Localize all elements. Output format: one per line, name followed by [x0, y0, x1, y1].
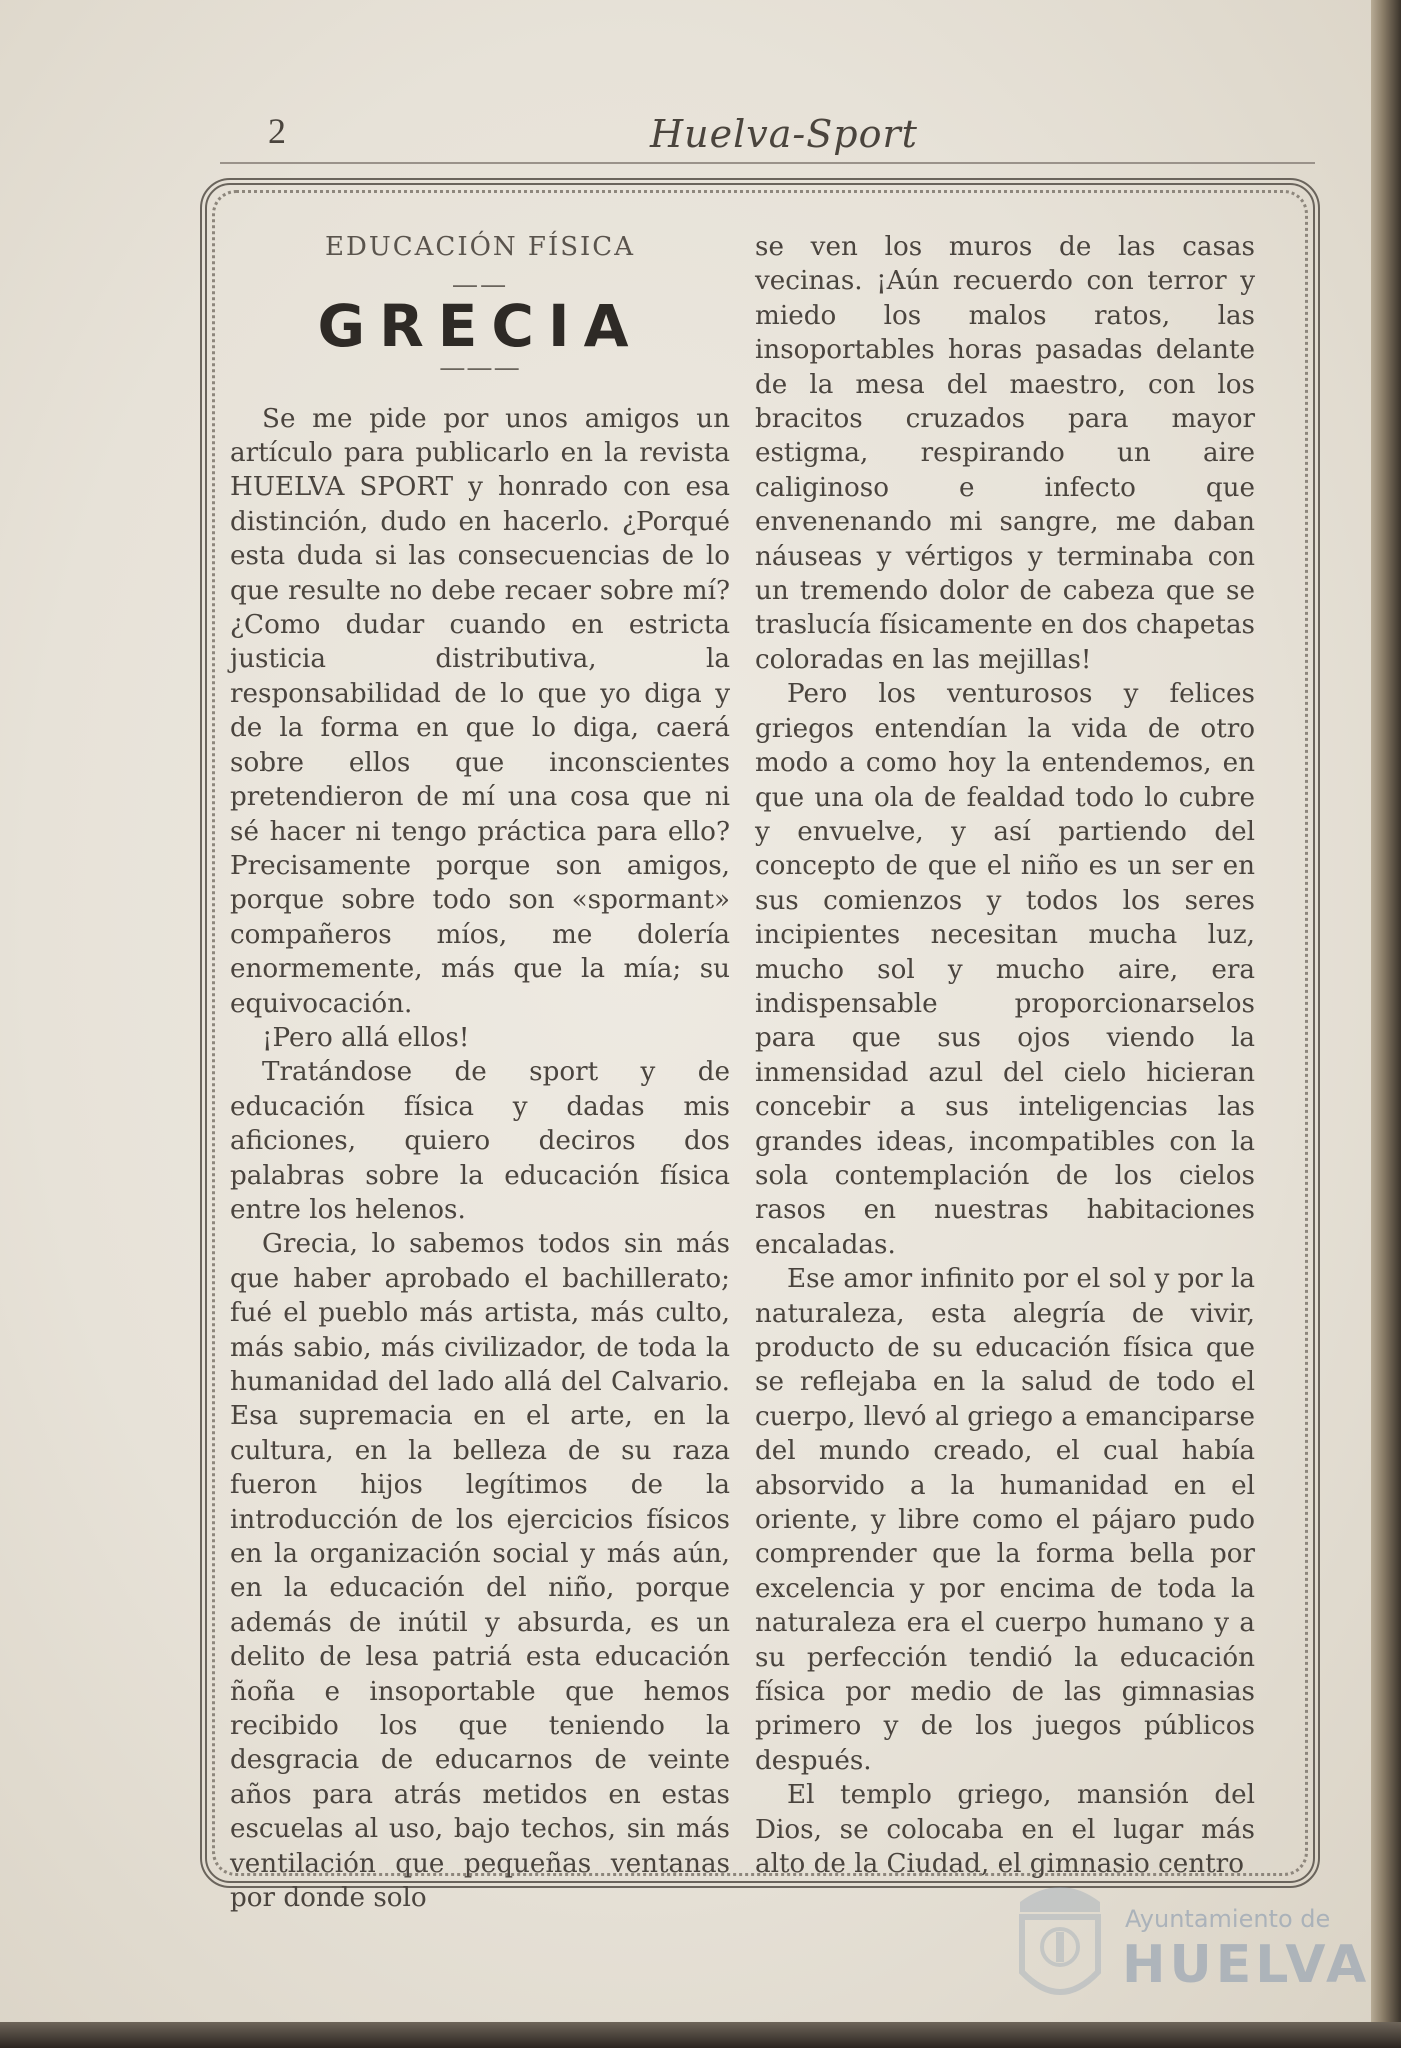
- page-edge-shadow: [1371, 0, 1401, 2048]
- paragraph: ¡Pero allá ellos!: [262, 1022, 470, 1053]
- right-column: [755, 230, 1255, 1882]
- paragraph: Se me pide por unos amigos un artículo para publicarlo en la revista HUELVA SPORT y honrado con esa distinción, dudo en hacerlo. ¿Porqué esta duda si las consecuencias de lo que resulte no debe recaer sobre mí? ¿Como dudar cuando en estricta justicia distributiva, la responsabilidad de lo que yo diga y de la forma en que lo diga, caerá sobre ellos que inconscientes pretendieron de mí una cosa que ni sé hacer ni tengo práctica para ello? Precisamente porque son amigos, porque sobre todo son «spormant» compañeros míos, me dolería enormemente, más que la mía; su equivocación.: [230, 403, 730, 1019]
- paragraph: El templo griego, mansión del Dios, se colocaba en el lugar más alto de la Ciudad, el gimnasio centro: [755, 1780, 1255, 1880]
- page-bottom-shadow: [0, 2022, 1401, 2048]
- article-title: GRECIA: [317, 291, 643, 360]
- title-dash: ——: [451, 270, 509, 301]
- left-column: [230, 210, 730, 1916]
- header-rule: [220, 162, 1315, 164]
- paragraph: se ven los muros de las casas vecinas. ¡Aún recuerdo con terror y miedo los malos ratos, las insoportables horas pasadas delante de la mesa del maestro, con los bracitos cruzados para mayor estigma, respirando un aire caliginoso e infecto que envenenando mi sangre, me daban náuseas y vértigos y terminaba con un tremendo dolor de cabeza que se traslucía físicamente en dos chapetas coloradas en las mejillas!: [755, 232, 1255, 675]
- watermark-text-line2: HUELVA: [1122, 1935, 1371, 1995]
- paragraph: Grecia, lo sabemos todos sin más que haber aprobado el bachillerato; fué el pueblo más artista, más culto, más sabio, más civilizador, de toda la humanidad del lado allá del Calvario. Esa supremacia en el arte, en la cultura, en la belleza de su raza fueron hijos legítimos de la introducción de los ejercicios físicos en la organización social y más aún, en la educación del niño, porque además de inútil y absurda, es un delito de lesa patriá esta educación ñoña e insoportable que hemos recibido los que teniendo la desgracia de educarnos de veinte años para atrás metidos en estas escuelas al uso, bajo techos, sin más ventilación que pequeñas ventanas por donde solo: [230, 1229, 730, 1914]
- publication-title: Huelva-Sport: [650, 112, 918, 156]
- paragraph: Ese amor infinito por el sol y por la naturaleza, esta alegría de vivir, producto de su educación física que se reflejaba en la salud de todo el cuerpo, llevó al griego a emanciparse del mundo creado, el cual había absorvido a la humanidad en el oriente, y libre como el pájaro pudo comprender que la forma bella por excelencia y por encima de toda la naturaleza era el cuerpo humano y a su perfección tendió la educación física por medio de las gimnasias primero y de los juegos públicos después.: [755, 1264, 1255, 1776]
- page-number: 2: [268, 111, 286, 151]
- paragraph: Tratándose de sport y de educación física y dadas mis aficiones, quiero deciros dos palabras sobre la educación física entre los helenos.: [230, 1057, 730, 1225]
- coat-of-arms-watermark-icon: [1000, 1862, 1120, 2022]
- title-dash-after: ———: [439, 353, 521, 384]
- watermark-text-line1: Ayuntamiento de: [1125, 1905, 1331, 1933]
- section-label: EDUCACIÓN FÍSICA: [325, 232, 635, 262]
- paragraph: Pero los venturosos y felices griegos entendían la vida de otro modo a como hoy la entendemos, en que una ola de fealdad todo lo cubre y envuelve, y así partiendo del concepto de que el niño es un ser en sus comienzos y todos los seres incipientes necesitan mucha luz, mucho sol y mucho aire, era indispensable proporcionarselos para que sus ojos viendo la inmensidad azul del cielo hicieran concebir a sus inteligencias las grandes ideas, incompatibles con la sola contemplación de los cielos rasos en nuestras habitaciones encaladas.: [755, 679, 1255, 1260]
